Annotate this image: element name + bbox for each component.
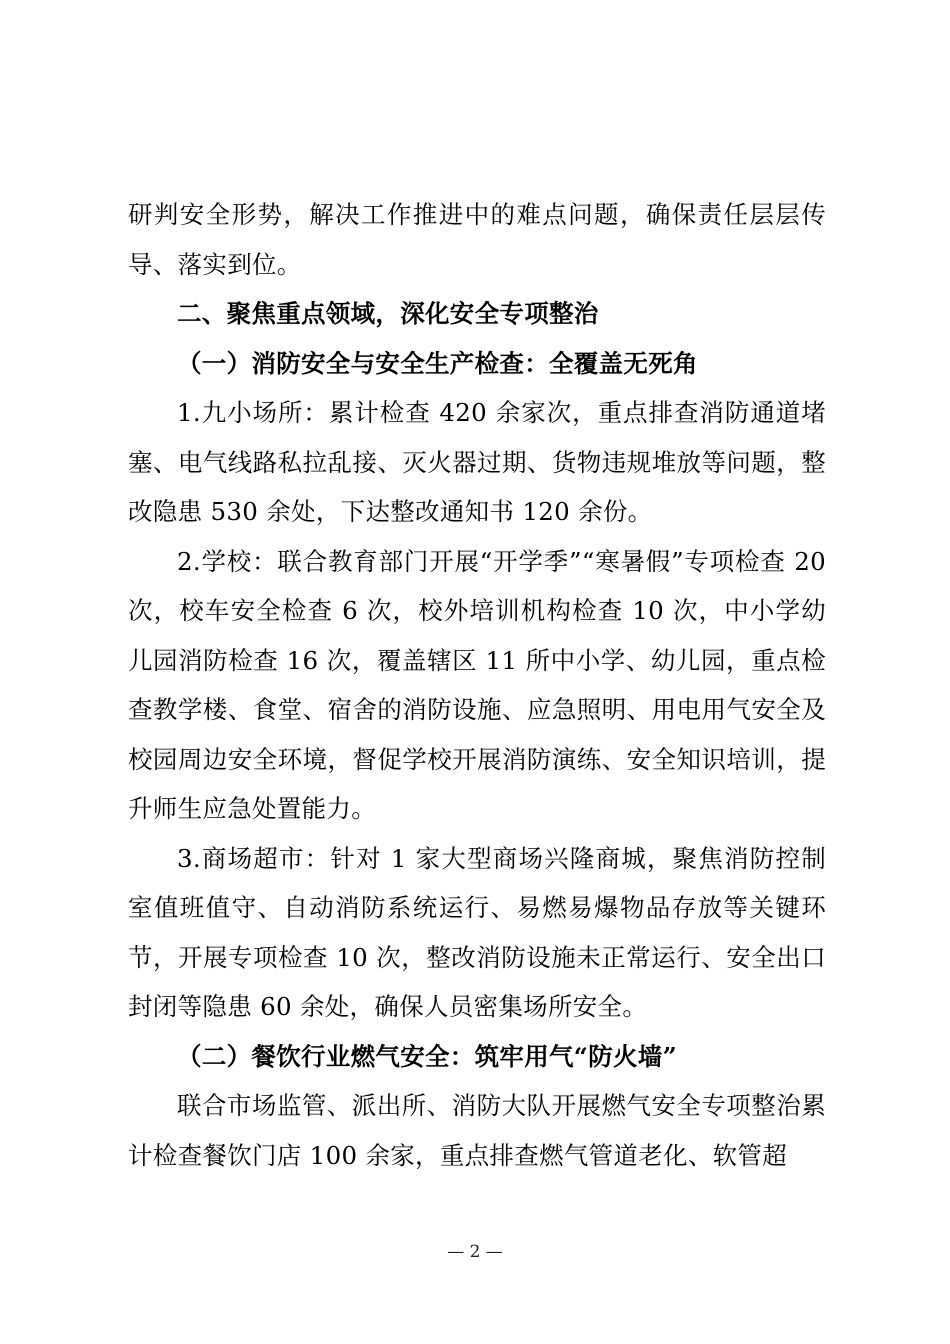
paragraph-small-venues: 1.九小场所：累计检查 420 余家次，重点排查消防通道堵塞、电气线路私拉乱接、灭火器过期、货物违规堆放等问题，整改隐患 530 余处，下达整改通知书 120 余份。 — [128, 398, 826, 526]
paragraph-continuation: 研判安全形势，解决工作推进中的难点问题，确保责任层层传导、落实到位。 — [128, 200, 826, 279]
paragraph-schools: 2.学校：联合教育部门开展“开学季”“寒暑假”专项检查 20 次，校车安全检查 6 次，校外培训机构检查 10 次，中小学幼儿园消防检查 16 次，覆盖辖区 11 所中小学、幼儿园，重点检查教学楼、食堂、宿舍的消防设施、应急照明、用电用气安全及校园周边安全环境，督促学校开展消防演练、安全知识培训，提升师生应急处置能力。 — [128, 546, 826, 823]
section-heading-2: 二、聚焦重点领域，深化安全专项整治 — [177, 299, 599, 328]
subsection-heading-fire-safety: （一）消防安全与安全生产检查：全覆盖无死角 — [177, 348, 698, 378]
subsection-heading-gas-safety: （二）餐饮行业燃气安全：筑牢用气“防火墙” — [177, 1041, 677, 1071]
page-number: — 2 — — [447, 1242, 503, 1262]
document-body — [128, 190, 826, 1180]
paragraph-malls: 3.商场超市：针对 1 家大型商场兴隆商城，聚焦消防控制室值班值守、自动消防系统运行、易燃易爆物品存放等关键环节，开展专项检查 10 次，整改消防设施未正常运行、安全出口封闭等隐患 60 余处，确保人员密集场所安全。 — [128, 843, 826, 1021]
paragraph-gas-inspection: 联合市场监管、派出所、消防大队开展燃气安全专项整治累计检查餐饮门店 100 余家，重点排查燃气管道老化、软管超 — [128, 1091, 826, 1170]
